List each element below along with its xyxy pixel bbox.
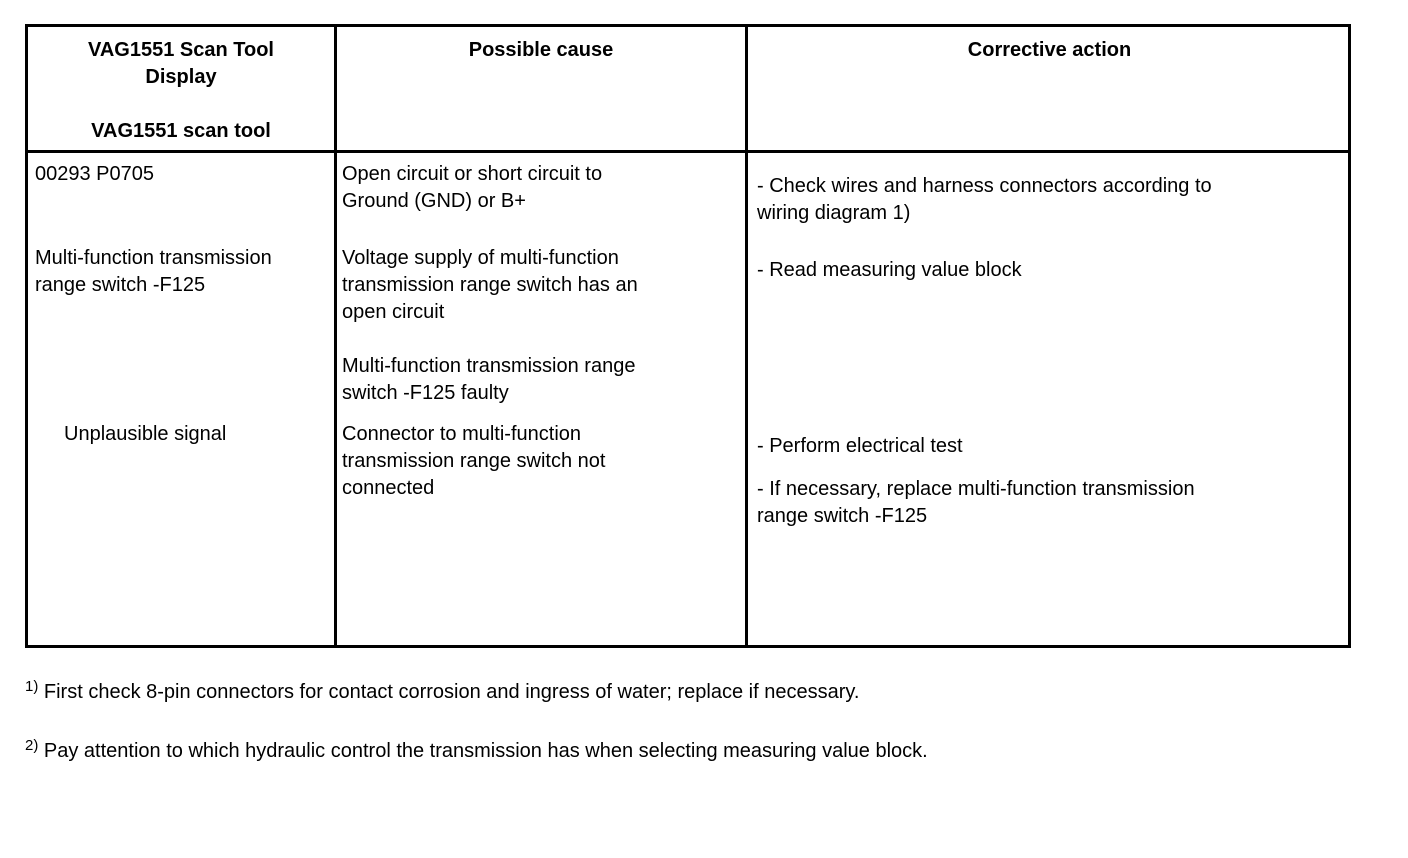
cause-item: Multi-function transmission range switch -F125 faulty — [342, 355, 636, 404]
header-scan-tool: VAG1551 scan tool — [91, 120, 271, 142]
fault-code: 00293 P0705 — [35, 163, 155, 185]
column-divider — [334, 27, 337, 645]
footnote-2 — [25, 738, 928, 765]
footnote-mark: 1) — [25, 678, 39, 695]
header-scan-tool-display: VAG1551 Scan Tool Display — [88, 39, 274, 88]
component-name: Multi-function transmission range switch -F125 — [35, 247, 272, 296]
action-item: - If necessary, replace multi-function transmission range switch -F125 — [757, 478, 1195, 527]
action-item: - Read measuring value block — [757, 259, 1022, 281]
action-item: - Perform electrical test — [757, 435, 963, 457]
footnote-text: First check 8-pin connectors for contact corrosion and ingress of water; replace if necessary. — [38, 681, 860, 703]
cause-item: Open circuit or short circuit to Ground (GND) or B+ — [342, 163, 603, 212]
header-corrective-action: Corrective action — [967, 39, 1132, 61]
header-divider — [28, 150, 1348, 153]
header-possible-cause: Possible cause — [468, 39, 614, 61]
fault-signal: Unplausible signal — [64, 423, 227, 445]
cause-item: Connector to multi-function transmission range switch not connected — [342, 423, 606, 499]
column-divider — [745, 27, 748, 645]
action-item: - Check wires and harness connectors according to wiring diagram 1) — [757, 175, 1212, 224]
footnote-text: Pay attention to which hydraulic control the transmission has when selecting measuring value block. — [38, 740, 928, 762]
cause-item: Voltage supply of multi-function transmission range switch has an open circuit — [342, 247, 638, 323]
footnote-1 — [25, 679, 859, 706]
fault-table — [25, 24, 1351, 648]
footnote-mark: 2) — [25, 737, 39, 754]
